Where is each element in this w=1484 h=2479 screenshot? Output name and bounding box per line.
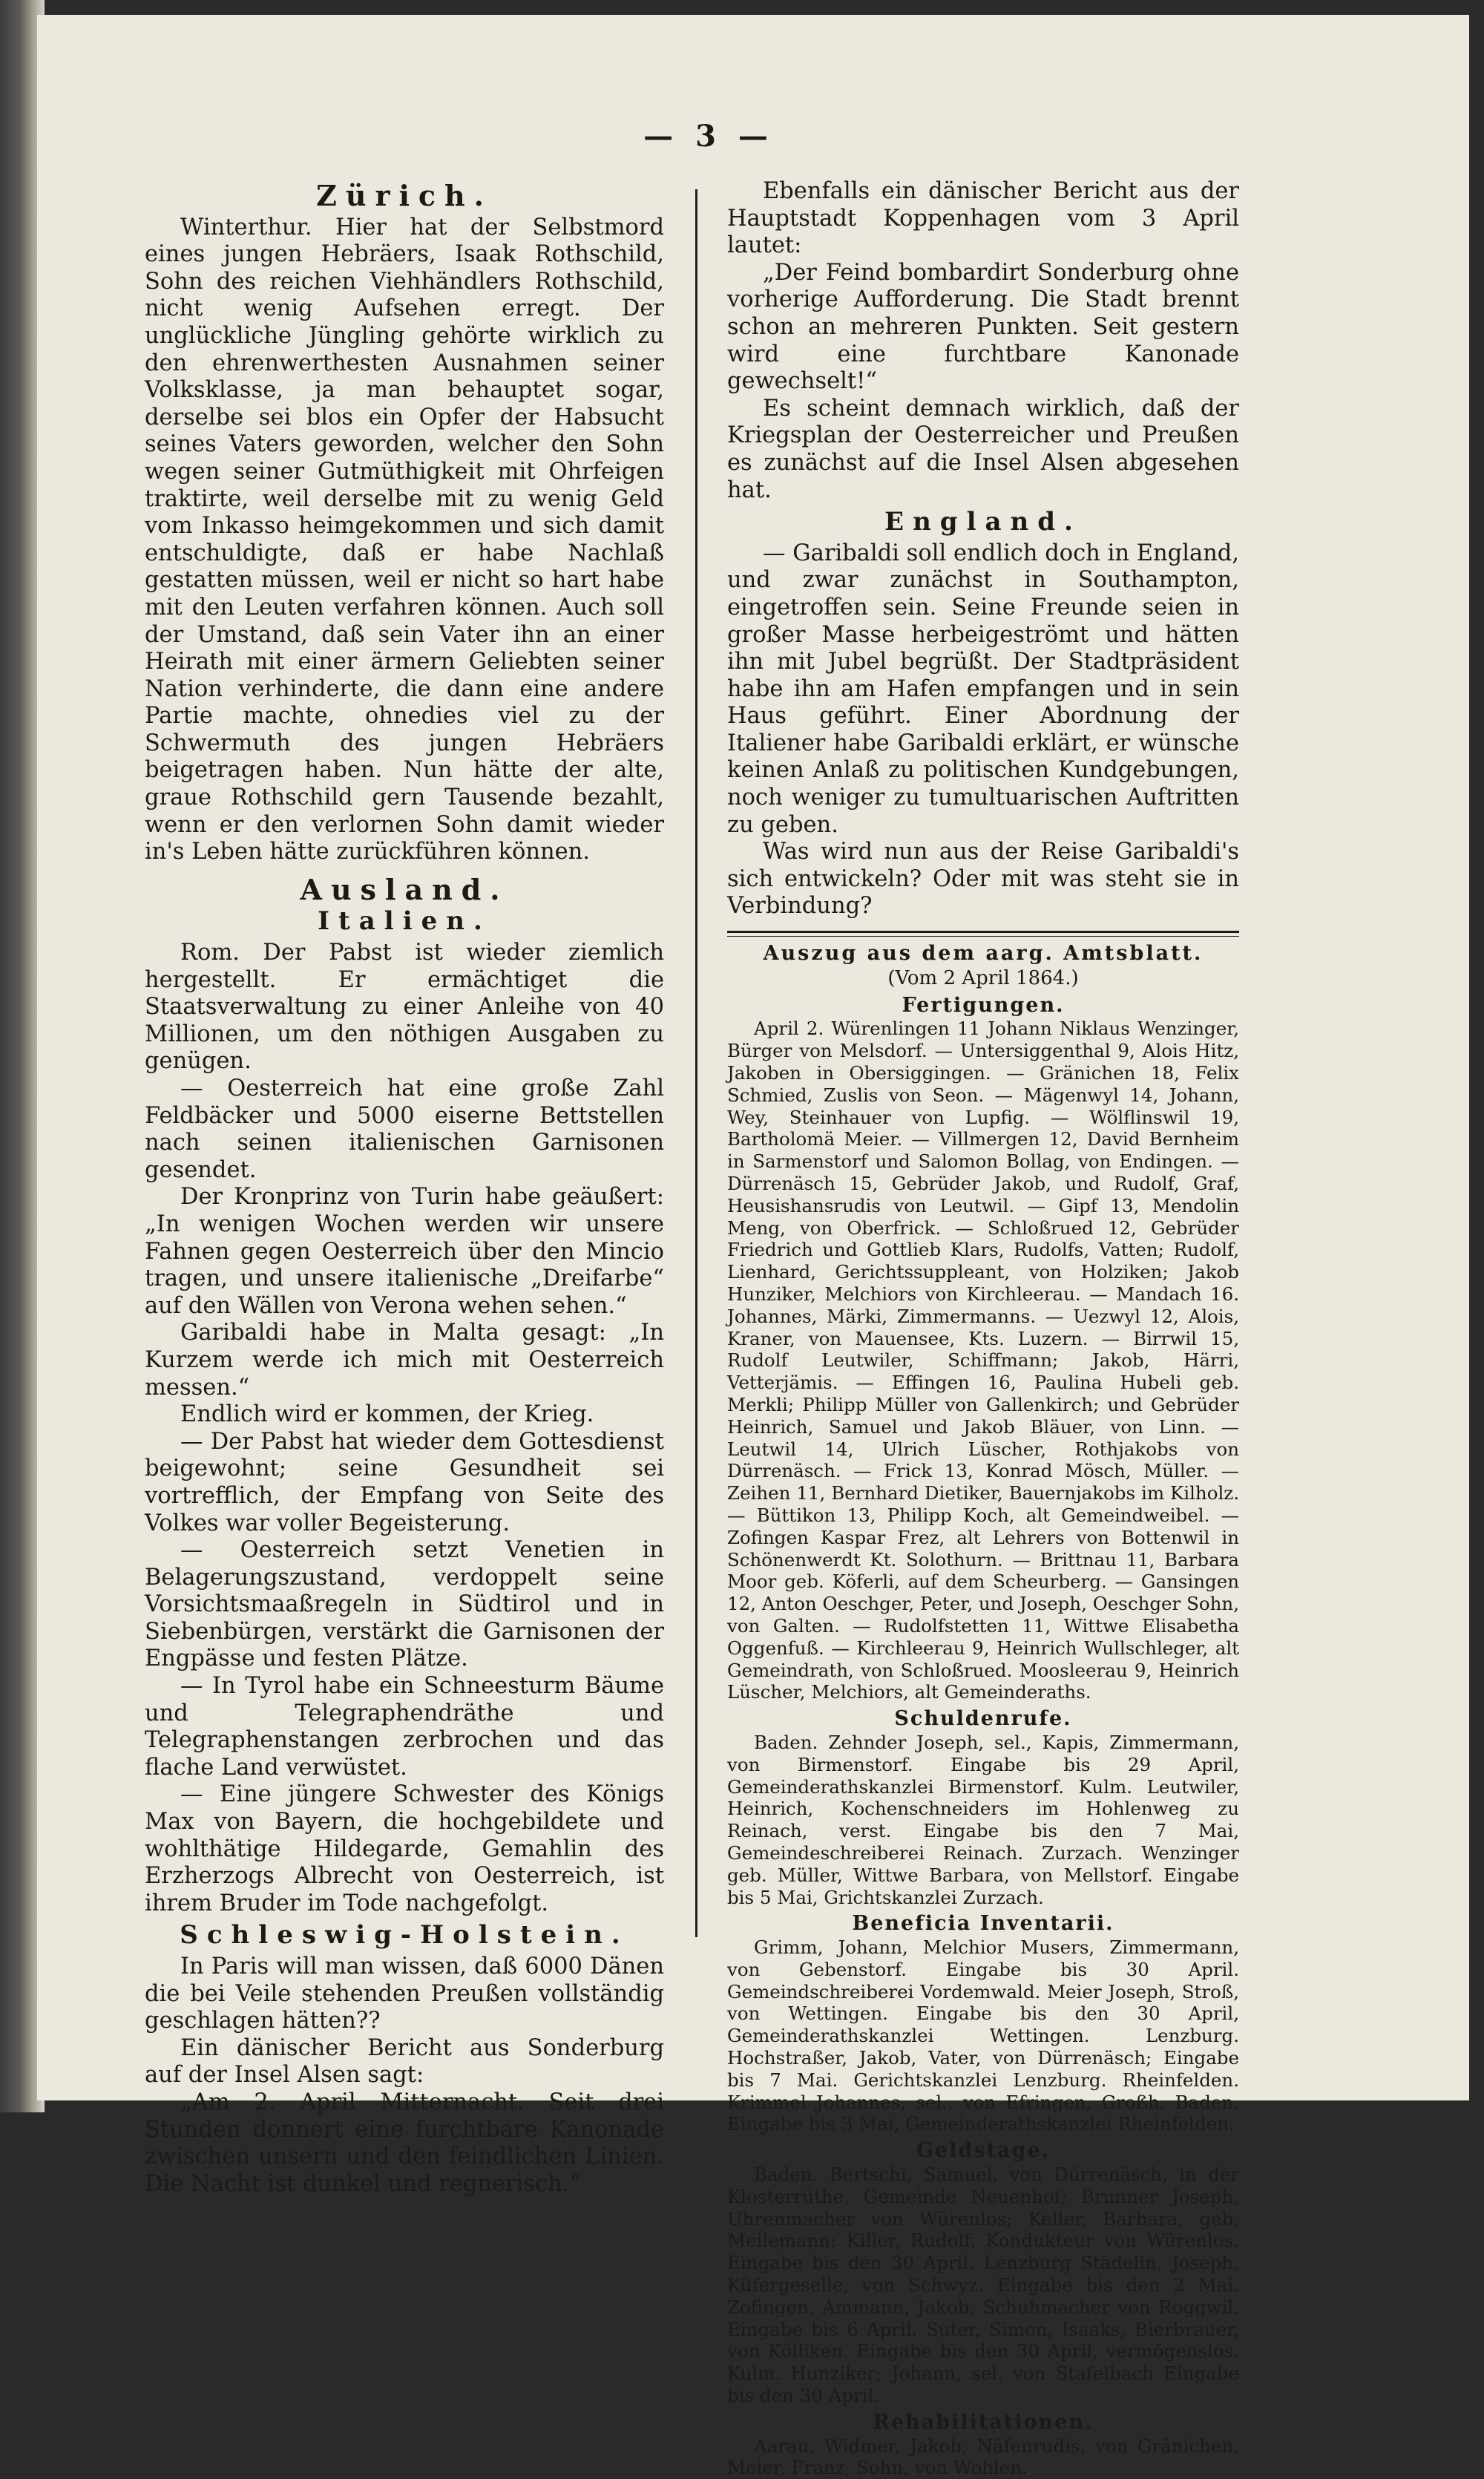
right-column — [727, 178, 1239, 2479]
article-paris: In Paris will man wissen, daß 6000 Dänen die bei Veile stehenden Preußen vollständig geschlagen hätten?? — [145, 1954, 664, 2034]
article-was-wird: Was wird nun aus der Reise Garibaldi's sich entwickeln? Oder mit was steht sie in Verbindung? — [727, 839, 1239, 920]
article-bombardirt: „Der Feind bombardirt Sonderburg ohne vorherige Aufforderung. Die Stadt brennt schon an mehreren Punkten. Seit gestern wird eine furchtbare Kanonade gewechselt!“ — [727, 259, 1239, 395]
article-kronprinz: Der Kronprinz von Turin habe geäußert: „In wenigen Wochen werden wir unsere Fahnen gegen Oesterreich über den Mincio tragen, und unsere italienische „Dreifarbe“ auf den Wällen von Verona wehen sehen.“ — [145, 1184, 664, 1319]
geldstage-list: Baden. Bertschi, Samuel, von Dürrenäsch, in der Klosterrüthe, Gemeinde Neuenhof; Brunner Joseph, Uhrenmacher von Würenlos; Keller, Barbara, geb. Meilemann; Killer, Rudolf, Kondukteur von Würenlos. Eingabe bis den 30 April. Lenzburg Städelin, Joseph, Küfergeselle, von Schwyz. Eingabe bis den 2 Mai. Zofingen. Ammann, Jakob, Schuhmacher von Roggwil. Eingabe bis 6 April. Suter, Simon, Isaaks, Bierbrauer, von Kölliken. Eingabe bis den 30 April, vermögenslos. Kulm. Hunziker; Johann, sel. von Stafelbach Eingabe bis den 30 April. — [727, 2164, 1239, 2407]
column-rule — [695, 189, 697, 1937]
amtsblatt-date: (Vom 2 April 1864.) — [887, 966, 1079, 989]
rehabilitationen-list: Aarau. Widmer, Jakob, Näfenrudis, von Gränichen, Meier, Franz, Sohn, von Wohlen. — [727, 2434, 1239, 2479]
heading-beneficia: Beneficia Inventarii. — [852, 1912, 1114, 1936]
article-pabst: — Der Pabst hat wieder dem Gottesdienst beigewohnt; seine Gesundheit sei vortrefflich, der Empfang von Seite des Volkes war voller Begeisterung. — [145, 1428, 664, 1536]
article-garibaldi-england: — Garibaldi soll endlich doch in England, und zwar zunächst in Southampton, eingetroffen sein. Seine Freunde seien in großer Masse herbeigeströmt und hätten ihn mit Jubel begrüßt. Der Stadtpräsident habe ihn am Hafen empfangen und in sein Haus geführt. Einer Abordnung der Italiener habe Garibaldi erklärt, er wünsche keinen Anlaß zu politischen Kundgebungen, noch weniger zu tumultuarischen Auftritten zu geben. — [727, 540, 1239, 838]
article-bericht-sonderburg: Ein dänischer Bericht aus Sonderburg auf der Insel Alsen sagt: — [145, 2034, 664, 2089]
heading-fertigungen: Fertigungen. — [902, 993, 1065, 1017]
article-mitternacht: „Am 2. April Mitternacht. Seit drei Stunden donnert eine furchtbare Kanonade zwischen unsern und den feindlichen Linien. Die Nacht ist dunkel und regnerisch.“ — [145, 2089, 664, 2197]
article-tyrol: — In Tyrol habe ein Schneesturm Bäume und Telegraphendräthe und Telegraphenstangen zerbrochen und das flache Land verwüstet. — [145, 1673, 664, 1781]
heading-italien: Italien. — [318, 906, 491, 937]
article-koppenhagen: Ebenfalls ein dänischer Bericht aus der Hauptstadt Koppenhagen vom 3 April lautet: — [727, 178, 1239, 259]
article-hildegarde: — Eine jüngere Schwester des Königs Max von Bayern, die hochgebildete und wohlthätige Hildegarde, Gemahlin des Erzherzogs Albrecht von Oesterreich, ist ihrem Bruder im Tode nachgefolgt. — [145, 1781, 664, 1916]
article-kriegsplan: Es scheint demnach wirklich, daß der Kriegsplan der Oesterreicher und Preußen es zunächst auf die Insel Alsen abgesehen hat. — [727, 395, 1239, 503]
article-venetien: — Oesterreich setzt Venetien in Belagerungszustand, verdoppelt seine Vorsichtsmaaßregeln in Südtirol und in Siebenbürgen, verstärkt die Garnisonen der Engpässe und festen Plätze. — [145, 1537, 664, 1672]
article-rom: Rom. Der Pabst ist wieder ziemlich hergestellt. Er ermächtiget die Staatsverwaltung zu einer Anleihe von 40 Millionen, um den nöthigen Ausgaben zu genügen. — [145, 940, 664, 1075]
heading-ausland: Ausland. — [300, 872, 509, 906]
heading-schuldenrufe: Schuldenrufe. — [894, 1707, 1072, 1731]
heading-geldstage: Geldstage. — [916, 2139, 1050, 2163]
page-number: — 3 — — [643, 119, 774, 154]
amtsblatt-title: Auszug aus dem aarg. Amtsblatt. — [763, 942, 1204, 966]
article-garibaldi-malta: Garibaldi habe in Malta gesagt: „In Kurzem werde ich mich mit Oesterreich messen.“ — [145, 1320, 664, 1401]
schuldenrufe-list: Baden. Zehnder Joseph, sel., Kapis, Zimmermann, von Birmenstorf. Eingabe bis 29 April, Gemeinderathskanzlei Birmenstorf. Kulm. Leutwiler, Heinrich, Kochenschneiders im Hohlenweg zu Reinach, verst. Eingabe bis den 7 Mai, Gemeindeschreiberei Reinach. Zurzach. Wenzinger geb. Müller, Wittwe Barbara, von Mellstorf. Eingabe bis 5 Mai, Grichtskanzlei Zurzach. — [727, 1731, 1239, 1908]
article-winterthur: Winterthur. Hier hat der Selbstmord eines jungen Hebräers, Isaak Rothschild, Sohn des reichen Viehhändlers Rothschild, nicht wenig Aufsehen erregt. Der unglückliche Jüngling gehörte wirklich zu den ehrenwerthesten Ausnahmen seiner Volksklasse, ja man behauptet sogar, derselbe sei blos ein Opfer der Habsucht seines Vaters geworden, welcher den Sohn wegen seiner Gutmüthigkeit mit Ohrfeigen traktirte, weil derselbe mit zu wenig Geld vom Inkasso heimgekommen und sich damit entschuldigte, daß er habe Nachlaß gestatten müssen, weil er nicht so hart habe mit den Leuten verfahren können. Auch soll der Umstand, daß sein Vater ihn an einer Heirath mit einer ärmern Geliebten seiner Nation verhinderte, die dann eine andere Partie machte, ohnedies viel zu der Schwermuth des jungen Hebräers beigetragen haben. Nun hätte der alte, graue Rothschild gern Tausende bezahlt, wenn er den verlornen Sohn damit wieder in's Leben hätte zurückführen können. — [145, 214, 664, 865]
article-krieg: Endlich wird er kommen, der Krieg. — [180, 1401, 594, 1428]
left-column — [145, 178, 664, 2198]
heading-rehabilitationen: Rehabilitationen. — [873, 2410, 1094, 2434]
fertigungen-list: April 2. Würenlingen 11 Johann Niklaus Wenzinger, Bürger von Melsdorf. — Untersiggenthal 9, Alois Hitz, Jakoben in Obersiggingen. — Gränichen 18, Felix Schmied, Zuslis von Seon. — Mägenwyl 14, Johann, Wey, Steinhauer von Lupfig. — Wölflinswil 19, Bartholomä Meier. — Villmergen 12, David Bernheim in Sarmenstorf und Salomon Bollag, von Endingen. — Dürrenäsch 15, Gebrüder Jakob, und Rudolf, Graf, Heusishansrudis von Leutwil. — Gipf 13, Mendolin Meng, von Oberfrick. — Schloßrued 12, Gebrüder Friedrich und Gottlieb Klars, Rudolfs, Vatten; Rudolf, Lienhard, Gerichtssuppleant, von Holziken; Jakob Hunziker, Melchiors von Kirchleerau. — Mandach 16. Johannes, Märki, Zimmermanns. — Uezwyl 12, Alois, Kraner, von Mauensee, Kts. Luzern. — Birrwil 15, Rudolf Leutwiler, Schiffmann; Jakob, Härri, Vetterjämis. — Effingen 16, Paulina Hubeli geb. Merkli; Philipp Müller von Gallenkirch; und Gebrüder Heinrich, Samuel und Jakob Bläuer, von Linn. — Leutwil 14, Ulrich Lüscher, Rothjakobs von Dürrenäsch. — Frick 13, Konrad Mösch, Müller. — Zeihen 11, Bernhard Dietiker, Bauernjakobs im Kilholz. — Büttikon 13, Philipp Koch, alt Gemeindweibel. — Zofingen Kaspar Frez, alt Lehrers von Bottenwil in Schönenwerdt Kt. Solothurn. — Brittnau 11, Barbara Moor geb. Köferli, auf dem Scheurberg. — Gansingen 12, Anton Oeschger, Peter, und Joseph, Oeschger Sohn, von Galten. — Rudolfstetten 11, Wittwe Elisabetha Oggenfuß. — Kirchleerau 9, Heinrich Wullschleger, alt Gemeindrath, von Schloßrued. Moosleerau 9, Heinrich Lüscher, Melchiors, alt Gemeinderaths. — [727, 1018, 1239, 1703]
beneficia-list: Grimm, Johann, Melchior Musers, Zimmermann, von Gebenstorf. Eingabe bis 30 April. Gemeindschreiberei Vordemwald. Meier Joseph, Stroß, von Wettingen. Eingabe bis den 30 April, Gemeinderathskanzlei Wettingen. Lenzburg. Hochstraßer, Jakob, Vater, von Dürrenäsch; Eingabe bis 7 Mai. Gerichtskanzlei Lenzburg. Rheinfelden. Krimmel Johannes, sel., von Efringen, Großh. Baden. Eingabe bis 3 Mai, Gemeinderathskanzlei Rheinfelden. — [727, 1936, 1239, 2135]
heading-schleswig-holstein: Schleswig-Holstein. — [180, 1920, 629, 1951]
article-oesterreich-feldbaecker: — Oesterreich hat eine große Zahl Feldbäcker und 5000 eiserne Bettstellen nach seinen italienischen Garnisonen gesendet. — [145, 1075, 664, 1183]
heading-zurich: Zürich. — [316, 179, 493, 212]
amtsblatt-section — [727, 931, 1239, 2479]
heading-england: England. — [884, 507, 1082, 537]
section-divider — [727, 931, 1239, 937]
